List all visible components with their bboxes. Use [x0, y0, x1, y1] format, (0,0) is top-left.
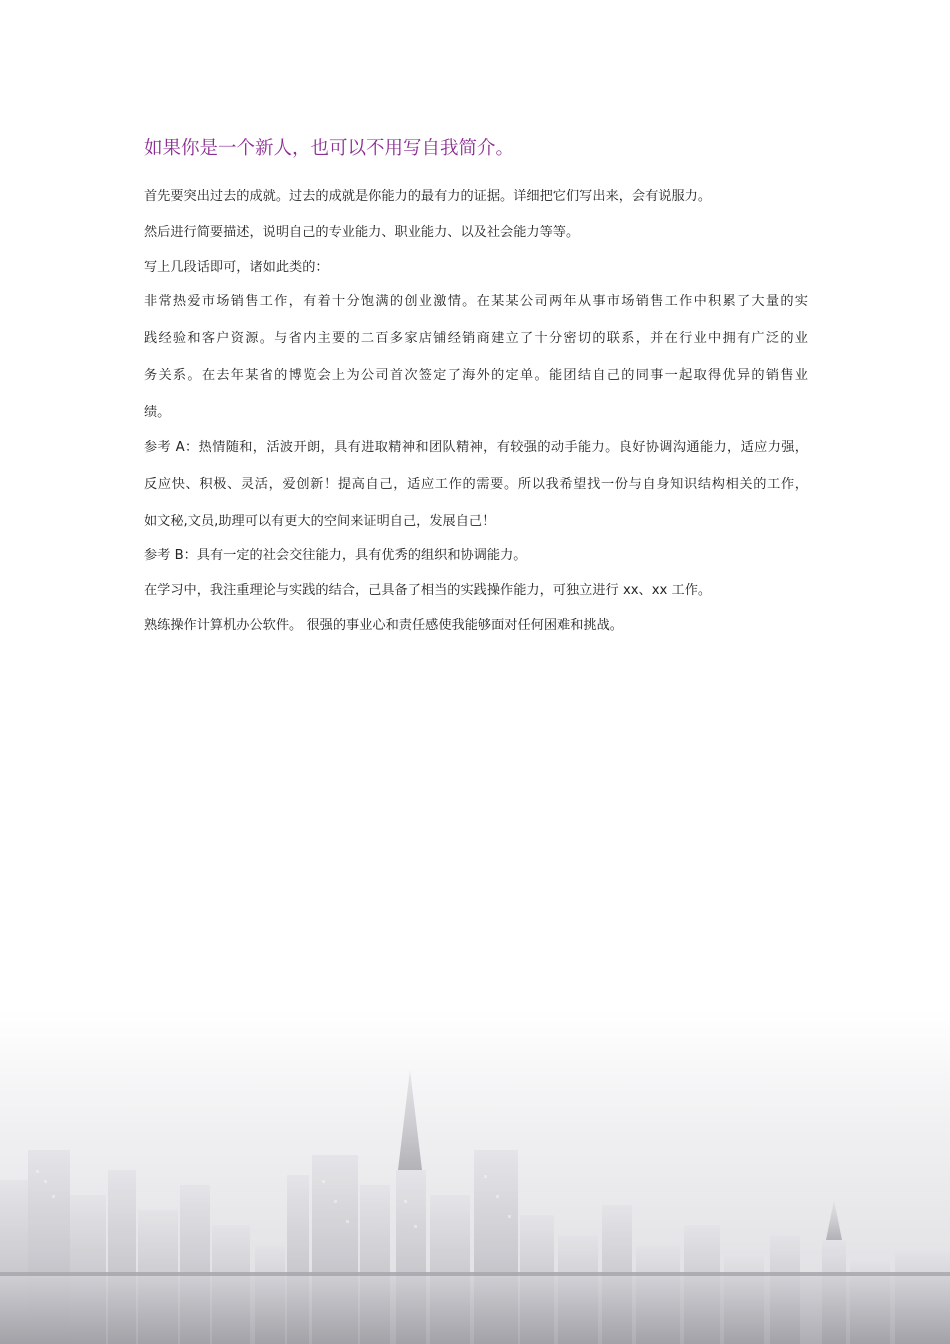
paragraph-line: 绩。	[144, 405, 171, 420]
paragraph-line: 首先要突出过去的成就。过去的成就是你能力的最有力的证据。详细把它们写出来，会有说服力。	[144, 189, 712, 204]
section-heading: 如果你是一个新人，也可以不用写自我简介。	[144, 138, 515, 159]
skyline-illustration	[0, 1010, 950, 1344]
paragraph-line: 然后进行简要描述，说明自己的专业能力、职业能力、以及社会能力等等。	[144, 225, 580, 240]
paragraph-line: 反应快、积极、灵活，爱创新！提高自己，适应工作的需要。所以我希望找一份与自身知识结构相关的工作，	[144, 477, 808, 492]
paragraph-line: 如文秘,文员,助理可以有更大的空间来证明自己，发展自己！	[144, 514, 496, 529]
paragraph-line: 务关系。在去年某省的博览会上为公司首次签定了海外的定单。能团结自己的同事一起取得优异的销售业	[144, 368, 808, 383]
paragraph-line: 参考 B：具有一定的社会交往能力，具有优秀的组织和协调能力。	[144, 548, 527, 563]
paragraph-line: 在学习中，我注重理论与实践的结合，己具备了相当的实践操作能力，可独立进行 xx、xx 工作。	[144, 583, 712, 598]
paragraph-line: 践经验和客户资源。与省内主要的二百多家店铺经销商建立了十分密切的联系，并在行业中拥有广泛的业	[144, 331, 808, 346]
paragraph-line: 写上几段话即可，诸如此类的：	[144, 260, 329, 275]
paragraph-line: 熟练操作计算机办公软件。 很强的事业心和责任感使我能够面对任何困难和挑战。	[144, 618, 623, 633]
paragraph-line: 非常热爱市场销售工作，有着十分饱满的创业激情。在某某公司两年从事市场销售工作中积累了大量的实	[144, 294, 808, 309]
city-skyline-background	[0, 1010, 950, 1344]
paragraph-line: 参考 A：热情随和，活波开朗，具有进取精神和团队精神，有较强的动手能力。良好协调沟通能力，适应力强，	[144, 440, 808, 455]
